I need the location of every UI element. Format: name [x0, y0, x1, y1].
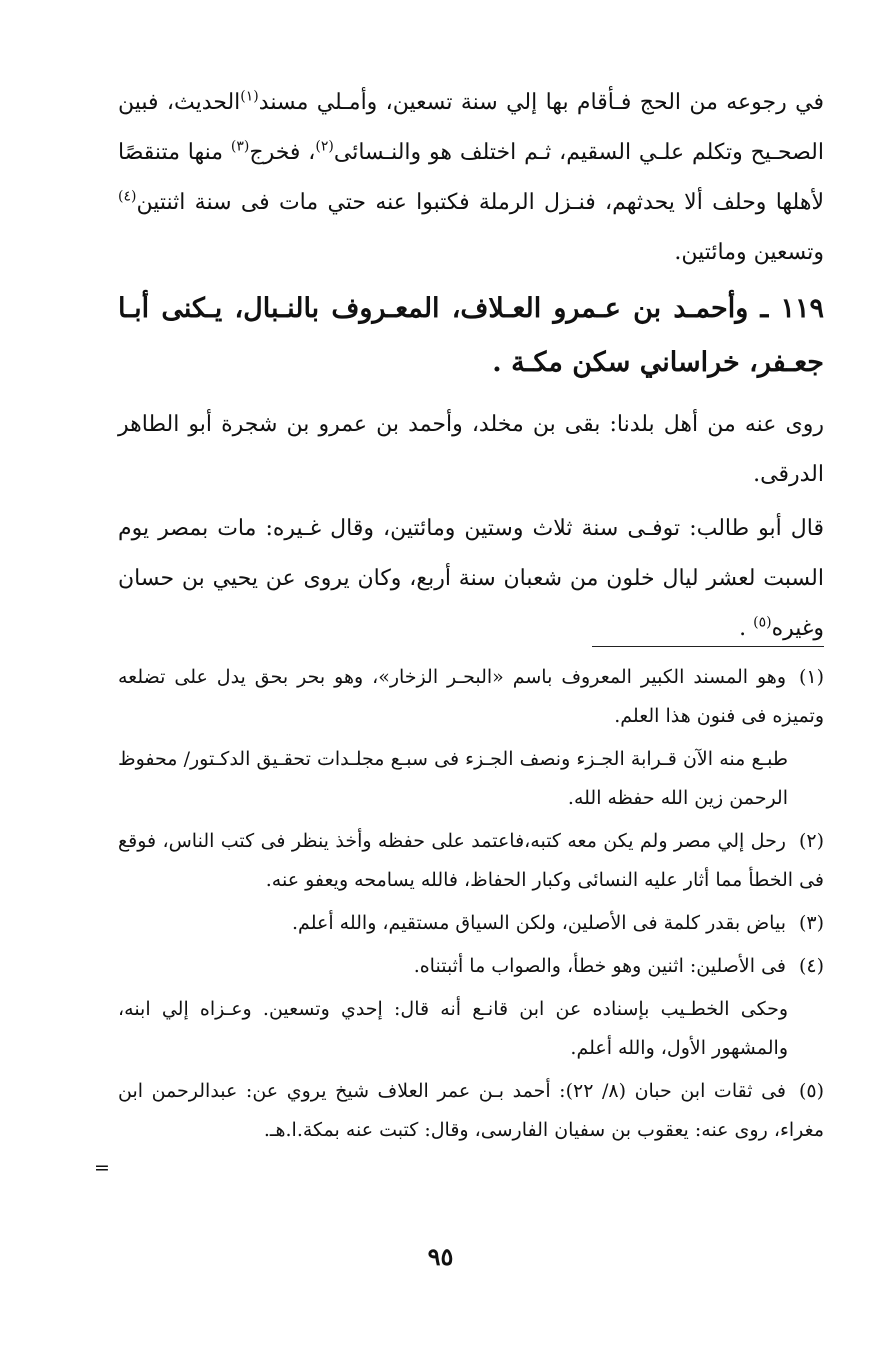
footnote-3 [118, 904, 824, 943]
footnote-2 [118, 822, 824, 900]
footnote-number: (٤) [798, 955, 824, 977]
continuation-mark: = [94, 1157, 110, 1179]
footnote-5 [118, 1072, 824, 1150]
paragraph-1-text-e: وتسعين ومائتين. [674, 240, 824, 265]
paragraph-1-text-a: في رجوعه من الحج فـأقام بها إلي سنة تسعين، وأمـلي مسند [258, 90, 824, 115]
footnote-ref-4[interactable]: (٤) [118, 188, 137, 205]
footnote-4-continuation: وحكى الخطـيب بإسناده عن ابن قانـع أنه قال: إحدي وتسعين. وعـزاه إلي ابنه، والمشهور الأول، والله أعلم. [118, 998, 788, 1059]
footnotes-section [118, 658, 824, 1154]
paragraph-3-text-a: قال أبو طالب: توفـى سنة ثلاث وستين ومائتين، وقال غـيره: مات بمصر يوم السبت لعشر ليال خلون من شعبان سنة أربع، وكان يروى عن يحيي بن حسان وغيره [118, 516, 824, 641]
paragraph-2: روى عنه من أهل بلدنا: بقى بن مخلد، وأحمد بن عمرو بن شجرة أبو الطاهر الدرقى. [118, 412, 824, 487]
footnote-number: (٢) [798, 830, 824, 852]
footnote-ref-5[interactable]: (٥) [753, 614, 772, 631]
footnote-text: فى ثقات ابن حبان (٨/ ٢٢): أحمد بـن عمر العلاف شيخ يروي عن: عبدالرحمن ابن مغراء، روى عنه: يعقوب بن سفيان الفارسى، وقال: كتبت عنه بمكة.ا.هـ. [118, 1080, 824, 1141]
paragraph-1-text-b: الحديث، فبين الصحـيح وتكلم علـي السقيم، ثـم اختلف هو والنـسائى [118, 90, 824, 165]
paragraph-1-text-c: ، فخرج [249, 140, 316, 165]
footnote-1-continuation: طبـع منه الآن قـرابة الجـزء ونصف الجـزء فى سبـع مجلـدات تحقـيق الدكـتور/ محفوظ الرحمن زين الله حفظه الله. [118, 748, 788, 809]
footnote-text: رحل إلي مصر ولم يكن معه كتبه،فاعتمد على حفظه وأخذ ينظر فى كتب الناس، فوقع فى الخطأ مما أثار عليه النسائى وكبار الحفاظ، فالله يسامحه ويعفو عنه. [118, 830, 824, 891]
footnote-text: فى الأصلين: اثنين وهو خطأ، والصواب ما أثبتناه. [413, 955, 786, 977]
footnote-number: (١) [798, 666, 824, 688]
paragraph-3-text-b: . [739, 616, 754, 641]
footnote-ref-2[interactable]: (٢) [315, 138, 334, 155]
paragraph-1 [118, 78, 824, 278]
footnote-1 [118, 658, 824, 736]
paragraph-3 [118, 504, 824, 654]
paragraph-1-text-d: منها متنقصًا لأهلها وحلف ألا يحدثهم، فنـزل الرملة فكتبوا عنه حتي مات فى سنة اثنتين [118, 140, 824, 215]
page-content [94, 78, 824, 1179]
footnote-ref-3[interactable]: (٣) [230, 138, 250, 155]
footnote-number: (٥) [798, 1080, 824, 1102]
entry-heading-119: ١١٩ ـ وأحمـد بن عـمرو العـلاف، المعـروف بالنـبال، يـكنى أبـا جعـفر، خراساني سكن مكـة . [118, 293, 824, 378]
footnote-ref-1[interactable]: (١) [240, 88, 259, 105]
footnote-4 [118, 947, 824, 986]
footnote-text: وهو المسند الكبير المعروف باسم «البحـر الزخار»، وهو بحر بحق يدل على تضلعه وتميزه فى فنون هذا العلم. [118, 666, 824, 727]
footnote-number: (٣) [798, 912, 824, 934]
footnote-divider [592, 646, 824, 647]
footnote-text: بياض بقدر كلمة فى الأصلين، ولكن السياق مستقيم، والله أعلم. [292, 912, 786, 934]
page-number: ٩٥ [427, 1242, 454, 1271]
